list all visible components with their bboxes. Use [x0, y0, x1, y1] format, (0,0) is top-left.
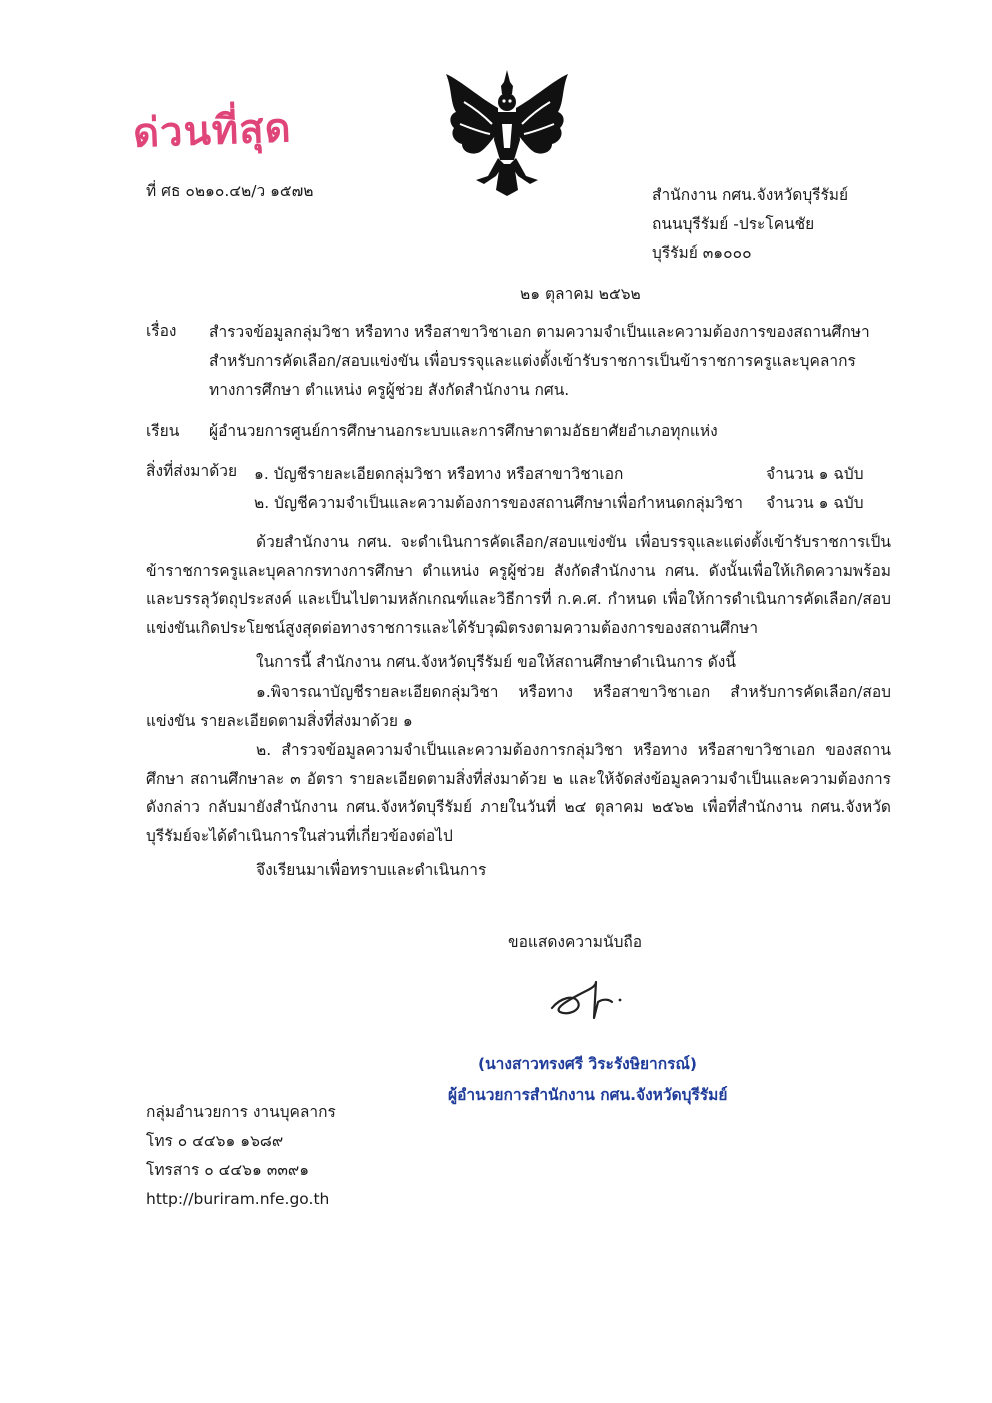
garuda-emblem-icon	[440, 68, 574, 198]
sender-address-line: สำนักงาน กศน.จังหวัดบุรีรัมย์	[652, 186, 849, 204]
body-paragraph: ด้วยสำนักงาน กศน. จะดำเนินการคัดเลือก/สอบแข่งขัน เพื่อบรรจุและแต่งตั้งเข้ารับราชการเป็นข้าราชการครูและบุคลากรทางการศึกษา ตำแหน่ง ครูผู้ช่วย สังกัดสำนักงาน กศน. ดังนั้นเพื่อให้เกิดความพร้อมและบรรลุวัตถุประสงค์ และเป็นไปตามหลักเกณฑ์และวิธีการที่ ก.ค.ศ. กำหนด เพื่อให้การดำเนินการคัดเลือก/สอบแข่งขันเกิดประโยชน์สูงสุดต่อทางราชการและได้รับวุฒิตรงตามความต้องการของสถานศึกษา	[146, 533, 891, 637]
enclosure-item: ๒. บัญชีความจำเป็นและความต้องการของสถานศึกษาเพื่อกำหนดกลุ่มวิชา	[254, 494, 743, 512]
signatory-name: (นางสาวทรงศรี วิระรังษิยากรณ์)	[478, 1055, 697, 1073]
subject-line: สำรวจข้อมูลกลุ่มวิชา หรือทาง หรือสาขาวิชาเอก ตามความจำเป็นและความต้องการของสถานศึกษา	[209, 323, 870, 341]
regards: ขอแสดงความนับถือ	[508, 933, 643, 951]
signatory-title: ผู้อำนวยการสำนักงาน กศน.จังหวัดบุรีรัมย์	[448, 1086, 728, 1104]
enclosure-quantity: จำนวน ๑ ฉบับ	[766, 465, 864, 483]
enclosure-quantity: จำนวน ๑ ฉบับ	[766, 494, 864, 512]
recipient-label: เรียน	[146, 422, 180, 440]
contact-block	[146, 1098, 336, 1214]
signature-icon	[538, 978, 628, 1034]
recipient-text: ผู้อำนวยการศูนย์การศึกษานอกระบบและการศึกษาตามอัธยาศัยอำเภอทุกแห่ง	[209, 422, 718, 440]
enclosures-label: สิ่งที่ส่งมาด้วย	[146, 462, 238, 480]
closing-line: จึงเรียนมาเพื่อทราบและดำเนินการ	[256, 861, 487, 879]
letter-date: ๒๑ ตุลาคม ๒๕๖๒	[520, 285, 641, 303]
phone-number: โทร ๐ ๔๔๖๑ ๑๖๘๙	[146, 1132, 284, 1150]
fax-number: โทรสาร ๐ ๔๔๖๑ ๓๓๙๑	[146, 1161, 310, 1179]
body-paragraph: ๒. สำรวจข้อมูลความจำเป็นและความต้องการกลุ่มวิชา หรือทาง หรือสาขาวิชาเอก ของสถานศึกษา สถานศึกษาละ ๓ อัตรา รายละเอียดตามสิ่งที่ส่งมาด้วย ๒ และให้จัดส่งข้อมูลความจำเป็นและความต้องการดังกล่าว กลับมายังสำนักงาน กศน.จังหวัดบุรีรัมย์ ภายในวันที่ ๒๔ ตุลาคม ๒๕๖๒ เพื่อที่สำนักงาน กศน.จังหวัดบุรีรัมย์จะได้ดำเนินการในส่วนที่เกี่ยวข้องต่อไป	[146, 741, 891, 845]
department: กลุ่มอำนวยการ งานบุคลากร	[146, 1103, 336, 1121]
urgency-stamp: ด่วนที่สุด	[132, 104, 293, 157]
reference-number: ที่ ศธ ๐๒๑๐.๔๒/ว ๑๕๗๒	[146, 182, 314, 200]
enclosure-item: ๑. บัญชีรายละเอียดกลุ่มวิชา หรือทาง หรือสาขาวิชาเอก	[254, 465, 624, 483]
sender-address-line: บุรีรัมย์ ๓๑๐๐๐	[652, 244, 752, 262]
subject-label: เรื่อง	[146, 322, 177, 340]
body-paragraph: ๑.พิจารณาบัญชีรายละเอียดกลุ่มวิชา หรือทาง หรือสาขาวิชาเอก สำหรับการคัดเลือก/สอบแข่งขัน รายละเอียดตามสิ่งที่ส่งมาด้วย ๑	[146, 683, 891, 730]
body-paragraph: ในการนี้ สำนักงาน กศน.จังหวัดบุรีรัมย์ ขอให้สถานศึกษาดำเนินการ ดังนี้	[256, 653, 736, 671]
subject-text	[209, 318, 870, 405]
subject-line: ทางการศึกษา ตำแหน่ง ครูผู้ช่วย สังกัดสำนักงาน กศน.	[209, 381, 570, 399]
sender-address-line: ถนนบุรีรัมย์ -ประโคนชัย	[652, 215, 815, 233]
subject-line: สำหรับการคัดเลือก/สอบแข่งขัน เพื่อบรรจุและแต่งตั้งเข้ารับราชการเป็นข้าราชการครูและบุคลากร	[209, 352, 856, 370]
sender-address	[652, 181, 848, 268]
website-link[interactable]: http://buriram.nfe.go.th	[146, 1190, 330, 1208]
